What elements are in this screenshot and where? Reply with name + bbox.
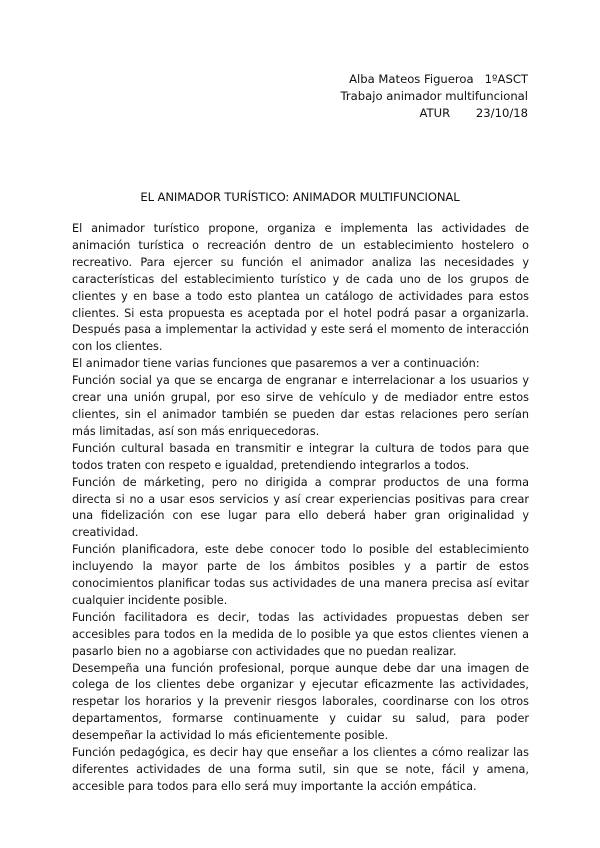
paragraph-professional-function: Desempeña una función profesional, porque aunque debe dar una imagen de colega de los clientes debe organizar y ejecutar eficazmente las actividades, respetar los horarios y la prevenir riesgos laborales, coordinarse con los otros departamentos, formarse continuamente y cuidar su salud, para poder desempeñar la actividad lo más eficientemente posible. [72,661,529,743]
paragraph-cultural-function: Función cultural basada en transmitir e integrar la cultura de todos para que todos traten con respeto e igualdad, pretendiendo integrarlos a todos. [72,441,529,472]
document-body [72,221,529,796]
paragraph-planning-function: Función planificadora, este debe conocer todo lo posible del establecimiento incluyendo la mayor parte de los ámbitos posibles y a partir de estos conocimientos planificar todas sus actividades de una manera precisa así evitar cualquier incidente posible. [72,543,529,607]
paragraph-facilitating-function: Función facilitadora es decir, todas las actividades propuestas deben ser accesibles para todos en la medida de lo posible ya que estos clientes vienen a pasarlo bien no a agobiarse con actividades que no puedan realizar. [72,610,529,658]
paragraph-pedagogical-function: Función pedagógica, es decir hay que enseñar a los clientes a cómo realizar las diferentes actividades de una forma sutil, sin que se note, fácil y amena, accesible para todos para ello será muy importante la acción empática. [72,746,529,793]
paragraph-functions-intro: El animador tiene varias funciones que pasaremos a ver a continuación: [72,357,480,371]
paragraph-social-function: Función social ya que se encarga de engranar e interrelacionar a los usuarios y crear una unión grupal, por eso sirve de vehículo y de mediador entre estos clientes, sin el animador también se pueden dar estas relaciones pero serían más limitadas, así son más enriquecedoras. [72,374,529,438]
document-header [341,71,528,122]
document-title: EL ANIMADOR TURÍSTICO: ANIMADOR MULTIFUNCIONAL [140,190,460,204]
author-line: Alba Mateos Figueroa 1ºASCT [349,72,528,86]
course-date-line: ATUR 23/10/18 [419,106,528,120]
paragraph-intro: El animador turístico propone, organiza e implementa las actividades de animación turística o recreación dentro de un establecimiento hostelero o recreativo. Para ejercer su función el animador analiza las necesidades y características del establecimiento turístico y de cada uno de los grupos de clientes y en base a todo esto plantea un catálogo de actividades para estos clientes. Si esta propuesta es aceptada por el hotel podrá pasar a organizarla. Después pasa a implementar la actividad y este será el momento de interacción con los clientes. [72,222,529,354]
work-title-line: Trabajo animador multifuncional [340,89,528,103]
paragraph-marketing-function: Función de márketing, pero no dirigida a comprar productos de una forma directa si no a usar esos servicios y así crear experiencias positivas para crear una fidelización con ese lugar para ello deberá haber gran originalidad y creatividad. [72,475,529,540]
